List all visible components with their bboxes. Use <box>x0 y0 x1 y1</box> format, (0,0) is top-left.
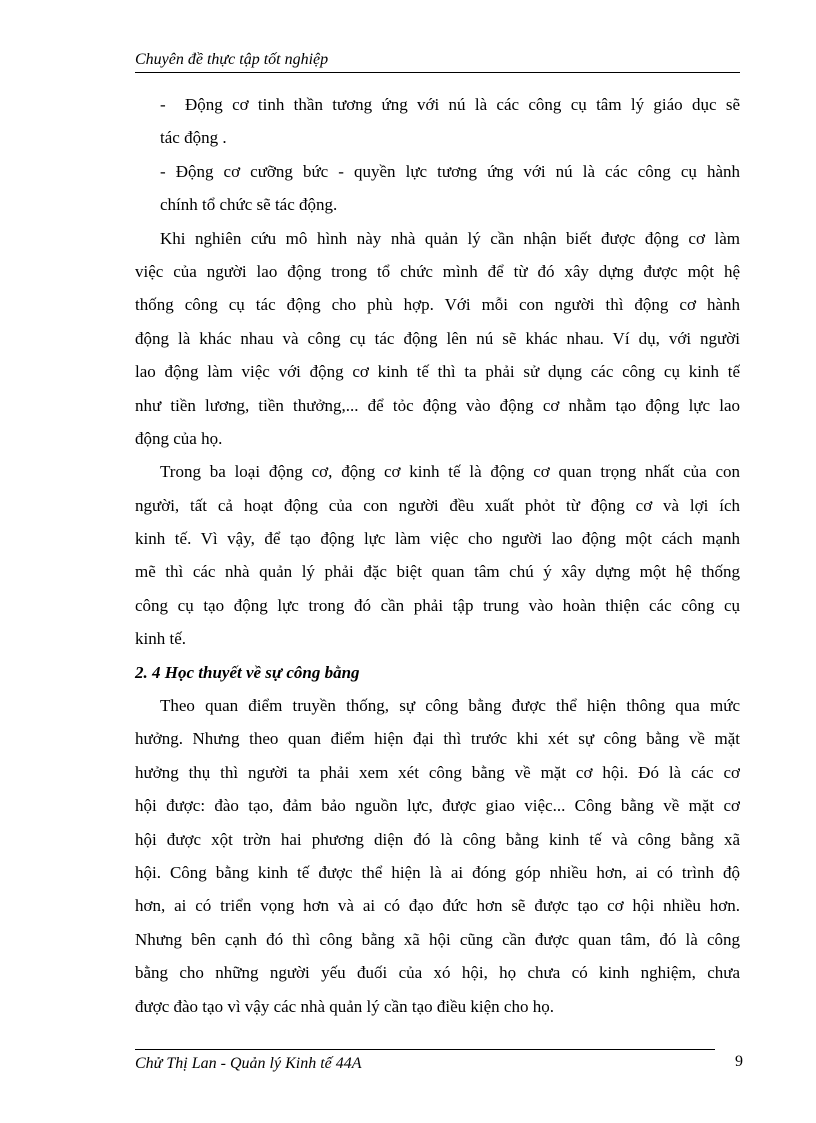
footer-author: Chử Thị Lan - Quản lý Kinh tế 44A <box>135 1055 362 1072</box>
bullet-dash: - <box>160 95 166 114</box>
paragraph-line: Nhưng bên cạnh đó thì công bằng xã hội cũng cần được quan tâm, đó là công <box>135 929 740 949</box>
paragraph-line: bằng cho những người yếu đuối của xó hội, họ chưa có kinh nghiệm, chưa <box>135 963 740 983</box>
paragraph-line: kinh tế. Vì vậy, để tạo động lực làm việc cho người lao động một cách mạnh <box>135 529 740 549</box>
bullet-item <box>135 88 740 155</box>
paragraph-line: Theo quan điểm truyền thống, sự công bằng được thể hiện thông qua mức <box>160 696 740 716</box>
page-number: 9 <box>735 1053 743 1070</box>
bullet-text-line: chính tổ chức sẽ tác động. <box>160 195 338 215</box>
header-title: Chuyên đề thực tập tốt nghiệp <box>135 51 329 68</box>
paragraph-line: Trong ba loại động cơ, động cơ kinh tế là động cơ quan trọng nhất của con <box>160 462 740 482</box>
section-heading: 2. 4 Học thuyết về sự công bằng <box>135 662 360 682</box>
paragraph-line: hội được: đào tạo, đảm bảo nguồn lực, được giao việc... Công bằng về mặt cơ <box>135 796 740 816</box>
bullet-item <box>135 155 740 222</box>
bullet-text-line: tác động . <box>160 128 227 148</box>
paragraph-line: lao động làm việc với động cơ kinh tế thì ta phải sử dụng các công cụ kinh tế <box>135 362 740 382</box>
paragraph-line: kinh tế. <box>135 629 186 649</box>
document-body <box>135 88 740 1023</box>
paragraph <box>135 222 740 456</box>
bullet-text-line: Động cơ tinh thần tương ứng với nú là các công cụ tâm lý giáo dục sẽ <box>185 95 740 114</box>
paragraph-line: người, tất cả hoạt động của con người đều xuất phỏt từ động cơ và lợi ích <box>135 495 740 515</box>
paragraph-line: thống công cụ tác động cho phù hợp. Với mỗi con người thì động cơ hành <box>135 295 740 315</box>
paragraph-line: hưởng thụ thì người ta phải xem xét công bằng về mặt cơ hội. Đó là các cơ <box>135 762 740 782</box>
footer-divider <box>135 1049 715 1050</box>
paragraph-line: như tiền lương, tiền thưởng,... để tỏc động vào động cơ nhằm tạo động lực lao <box>135 395 740 415</box>
page-header <box>135 50 740 73</box>
paragraph-line: công cụ tạo động lực trong đó cần phải tập trung vào hoàn thiện các công cụ <box>135 595 740 615</box>
paragraph-line: hội. Công bằng kinh tế được thể hiện là ai đóng góp nhiều hơn, ai có trình độ <box>135 862 740 882</box>
paragraph-line: động là khác nhau và công cụ tác động lên nú sẽ khác nhau. Ví dụ, với người <box>135 328 740 348</box>
paragraph-line: Khi nghiên cứu mô hình này nhà quản lý cần nhận biết được động cơ làm <box>160 228 740 248</box>
paragraph-line: mẽ thì các nhà quản lý phải đặc biệt quan tâm chú ý xây dựng một hệ thống <box>135 562 740 582</box>
paragraph-line: hội được xột trờn hai phương diện đó là công bằng kinh tế và công bằng xã <box>135 829 740 849</box>
paragraph <box>135 689 740 1023</box>
paragraph-line: hơn, ai có triển vọng hơn và ai có đạo đức hơn sẽ được tạo cơ hội nhiều hơn. <box>135 896 740 916</box>
paragraph-line: được đào tạo vì vậy các nhà quản lý cần tạo điều kiện cho họ. <box>135 996 554 1016</box>
paragraph-line: động của họ. <box>135 428 223 448</box>
bullet-text-line: - Động cơ cưỡng bức - quyền lực tương ứng với nú là các công cụ hành <box>160 161 740 181</box>
paragraph-line: hưởng. Nhưng theo quan điểm hiện đại thì trước khi xét sự công bằng về mặt <box>135 729 740 749</box>
paragraph <box>135 455 740 655</box>
paragraph-line: việc của người lao động trong tổ chức mình để từ đó xây dựng được một hệ <box>135 261 740 281</box>
